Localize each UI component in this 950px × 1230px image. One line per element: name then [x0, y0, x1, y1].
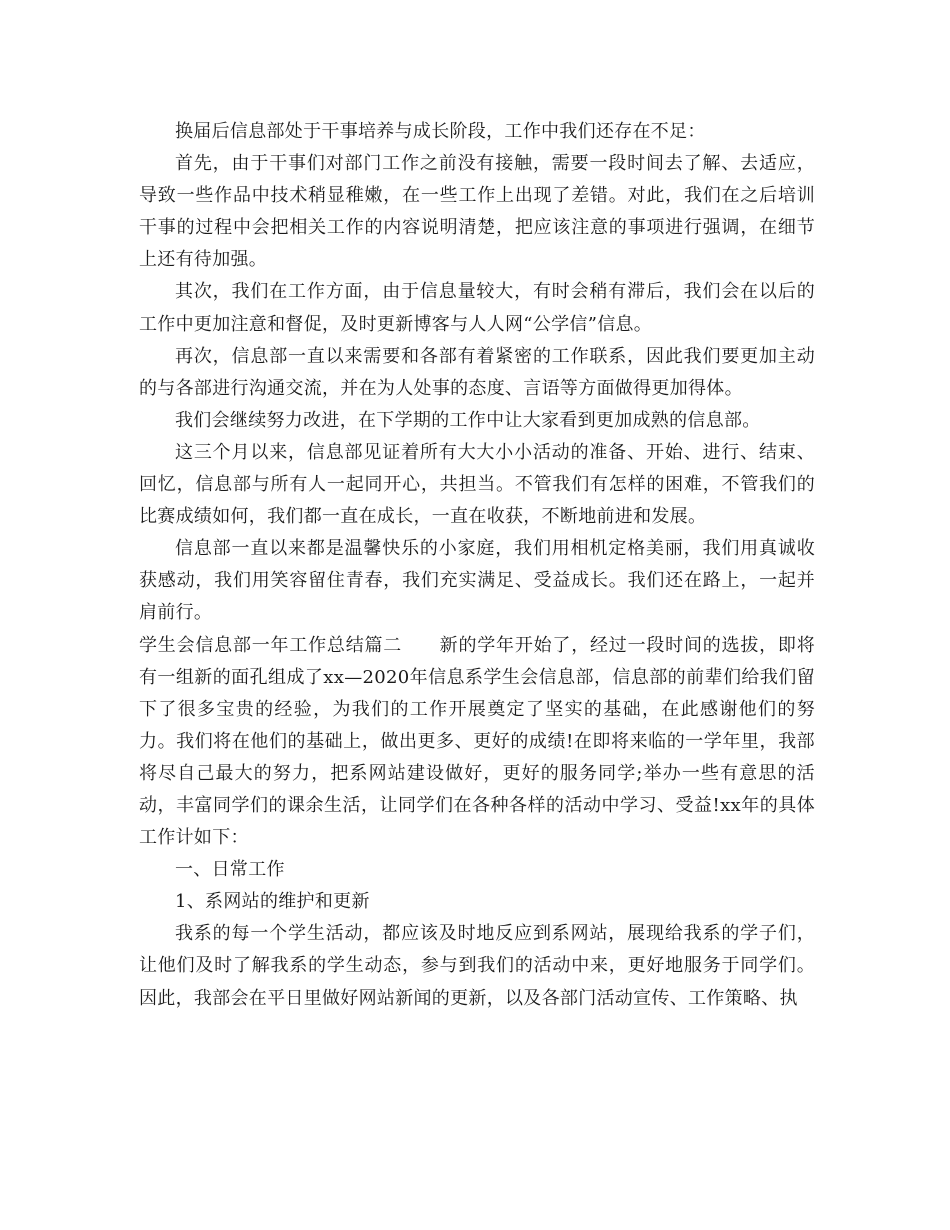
document-body: [139, 116, 815, 1015]
paragraph-website-activities: 我系的每一个学生活动，都应该及时地反应到系网站，展现给我系的学子们，让他们及时了解我系的学生动态，参与到我们的活动中来，更好地服务于同学们。因此，我部会在平日里做好网站新闻的更新，以及各部门活动宣传、工作策略、执: [139, 923, 815, 1009]
paragraph-part-two: 学生会信息部一年工作总结篇二 新的学年开始了，经过一段时间的选拔，即将有一组新的面孔组成了xx—2020年信息系学生会信息部，信息部的前辈们给我们留下了很多宝贵的经验，为我们的工作开展奠定了坚实的基础，在此感谢他们的努力。我们将在他们的基础上，做出更多、更好的成绩!在即将来临的一学年里，我部将尽自己最大的努力，把系网站建设做好，更好的服务同学;举办一些有意思的活动，丰富同学们的课余生活，让同学们在各种各样的活动中学习、受益!xx年的具体工作计如下：: [139, 634, 815, 849]
paragraph-three-months: 这三个月以来，信息部见证着所有大大小小活动的准备、开始、进行、结束、回忆，信息部与所有人一起同开心，共担当。不管我们有怎样的困难，不管我们的比赛成绩如何，我们都一直在成长，一直在收获，不断地前进和发展。: [139, 441, 815, 528]
paragraph-warm-family: 信息部一直以来都是温馨快乐的小家庭，我们用相机定格美丽，我们用真诚收获感动，我们用笑容留住青春，我们充实满足、受益成长。我们还在路上，一起并肩前行。: [139, 538, 815, 624]
paragraph-first-point: 首先，由于干事们对部门工作之前没有接触，需要一段时间去了解、去适应，导致一些作品中技术稍显稚嫩，在一些工作上出现了差错。对此，我们在之后培训干事的过程中会把相关工作的内容说明清楚，把应该注意的事项进行强调，在细节上还有待加强。: [139, 153, 815, 271]
heading-daily-work: 一、日常工作: [175, 859, 285, 881]
paragraph-second-point: 其次，我们在工作方面，由于信息量较大，有时会稍有滞后，我们会在以后的工作中更加注意和督促，及时更新博客与人人网“公学信”信息。: [139, 281, 815, 335]
paragraph-shortcomings-intro: 换届后信息部处于干事培养与成长阶段，工作中我们还存在不足：: [175, 121, 706, 142]
heading-website-maintenance: 1、系网站的维护和更新: [175, 891, 370, 913]
paragraph-third-point: 再次，信息部一直以来需要和各部有着紧密的工作联系，因此我们要更加主动的与各部进行沟通交流，并在为人处事的态度、言语等方面做得更加得体。: [139, 345, 815, 399]
paragraph-continue-improve: 我们会继续努力改进，在下学期的工作中让大家看到更加成熟的信息部。: [175, 409, 761, 431]
